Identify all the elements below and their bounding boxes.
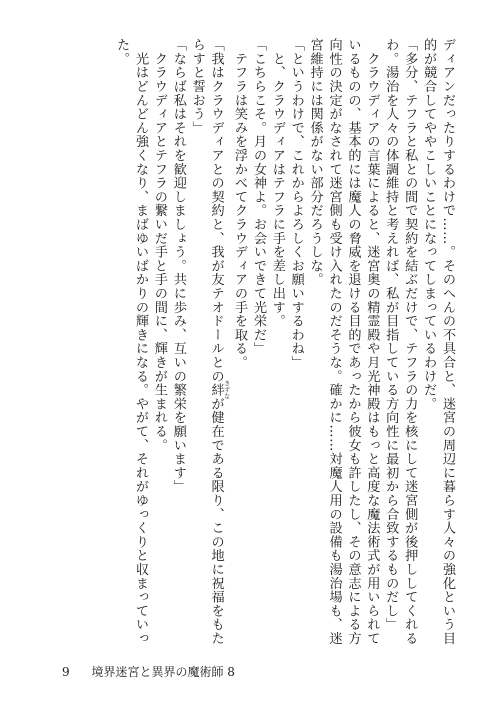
text-line: と、クラウディアはテフラに手を差し出す。 <box>269 38 285 328</box>
ruby-annotation <box>208 380 230 400</box>
text-line: ディアンだったりするわけで……。そのへんの不具合と、迷宮の周辺に暮らす人々の強化という目 <box>440 38 455 646</box>
book-title: 境界迷宮と異界の魔術師 8 <box>91 665 235 679</box>
text-line: クラウディアとテフラの繋いだ手と手の間に、輝きが生まれる。 <box>151 38 167 452</box>
text-line: 「というわけで、これからよろしくお願いするわね」 <box>288 38 304 370</box>
text-line: 向性の決定がなされて迷宮側も受け入れたのだそうな。確かに……対魔人用の設備も湯治場も、迷 <box>326 38 342 646</box>
text-line: いるものの、基本的には魔人の脅威を退ける目的であったから彼女も許したし、その意志による方 <box>345 38 361 646</box>
ruby-reading: きずな <box>222 380 230 400</box>
text-line: クラウディアの言葉によると、迷宮奥の精霊殿や月光神殿はもっと高度な魔法術式が用いられて <box>364 38 380 646</box>
text-line: テフラは笑みを浮かべてクラウディアの手を取る。 <box>232 38 248 370</box>
text-line: わ。湯治を人々の体調維持と考えれば、私が目指している方向性に最初から合致するものだし」 <box>383 38 399 632</box>
text-line: 光はどんどん強くなり、まばゆいばかりの輝きになる。やがて、それがゆっくりと収まっていっ <box>133 38 148 646</box>
text-line: た。 <box>114 38 130 66</box>
text-line: らすと誓おう」 <box>189 38 205 135</box>
text-line: 「こちらこそ。月の女神よ。お会いできて光栄だ」 <box>250 38 266 356</box>
text-line: 宮維持には関係がない部分だろうしな。 <box>307 38 323 287</box>
text-line: 「多分、テフラと私との間で契約を結ぶだけで、テフラの力を核にして迷宮側が後押ししてくれる <box>402 38 418 646</box>
vertical-text-block <box>44 38 456 658</box>
text-line: 的が競合してややこしいことになってしまっているわけだ。 <box>421 38 437 411</box>
ruby-base: 絆 <box>208 380 224 400</box>
text-line: 「ならば私はそれを歓迎しましょう。共に歩み、互いの繁栄を願います」 <box>170 38 186 494</box>
page-number: 9 <box>62 665 70 679</box>
page-footer <box>62 663 235 680</box>
text-line: 「我はクラウディアとの契約と、我が友テオドールとの絆 きずなが健在である限り、この地に祝福をもた <box>208 38 230 646</box>
